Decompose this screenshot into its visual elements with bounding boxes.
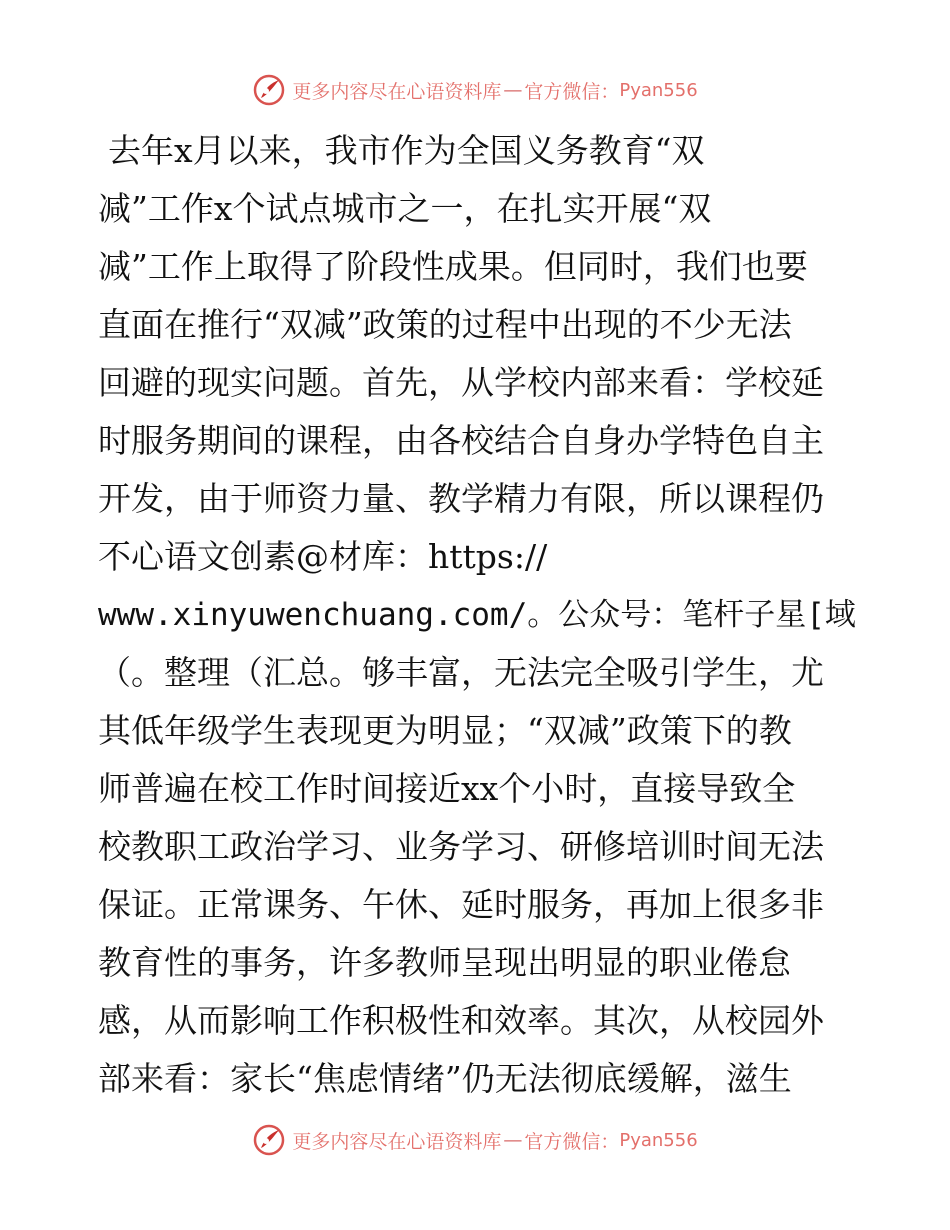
- watermark-official: 官方微信：: [524, 80, 620, 103]
- text-line: 校教职工政治学习、业务学习、研修培训时间无法: [98, 827, 824, 866]
- watermark-separator: —: [503, 79, 523, 101]
- text-line: 时服务期间的课程，由各校结合自身办学特色自主: [98, 421, 824, 460]
- watermark-official: 官方微信：: [524, 1130, 620, 1153]
- footer-watermark: [0, 1122, 950, 1158]
- text-line-url: www.xinyuwenchuang.com/。公众号：笔杆子星[域: [98, 597, 856, 633]
- text-line: 不心语文创素@材库：https://: [98, 537, 548, 576]
- quill-logo-icon: [252, 73, 286, 107]
- watermark-text: 更多内容尽在心语资料库: [292, 80, 502, 103]
- text-line: （。整理（汇总。够丰富，无法完全吸引学生，尤: [98, 653, 824, 692]
- text-line: 减”工作上取得了阶段性成果。但同时，我们也要: [98, 247, 808, 286]
- watermark-wechat-id: Pyan556: [619, 1129, 698, 1151]
- text-line: 去年x月以来，我市作为全国义务教育“双: [108, 131, 705, 170]
- text-line: 开发，由于师资力量、教学精力有限，所以课程仍: [98, 479, 824, 518]
- text-line: 教育性的事务，许多教师呈现出明显的职业倦怠: [98, 943, 791, 982]
- text-line: 减”工作x个试点城市之一，在扎实开展“双: [98, 189, 712, 228]
- document-body: [98, 122, 858, 1108]
- text-line: 部来看：家长“焦虑情绪”仍无法彻底缓解，滋生: [98, 1059, 792, 1098]
- quill-logo-icon: [252, 1123, 286, 1157]
- header-watermark: [0, 72, 950, 108]
- text-line: 其低年级学生表现更为明显；“双减”政策下的教: [98, 711, 792, 750]
- watermark-text: 更多内容尽在心语资料库: [292, 1130, 502, 1153]
- watermark-wechat-id: Pyan556: [619, 79, 698, 101]
- text-line: 师普遍在校工作时间接近xx个小时，直接导致全: [98, 769, 796, 808]
- text-line: 直面在推行“双减”政策的过程中出现的不少无法: [98, 305, 792, 344]
- text-line: 感，从而影响工作积极性和效率。其次，从校园外: [98, 1001, 824, 1040]
- watermark-separator: —: [503, 1129, 523, 1151]
- text-line: 保证。正常课务、午休、延时服务，再加上很多非: [98, 885, 824, 924]
- text-line: 回避的现实问题。首先，从学校内部来看：学校延: [98, 363, 824, 402]
